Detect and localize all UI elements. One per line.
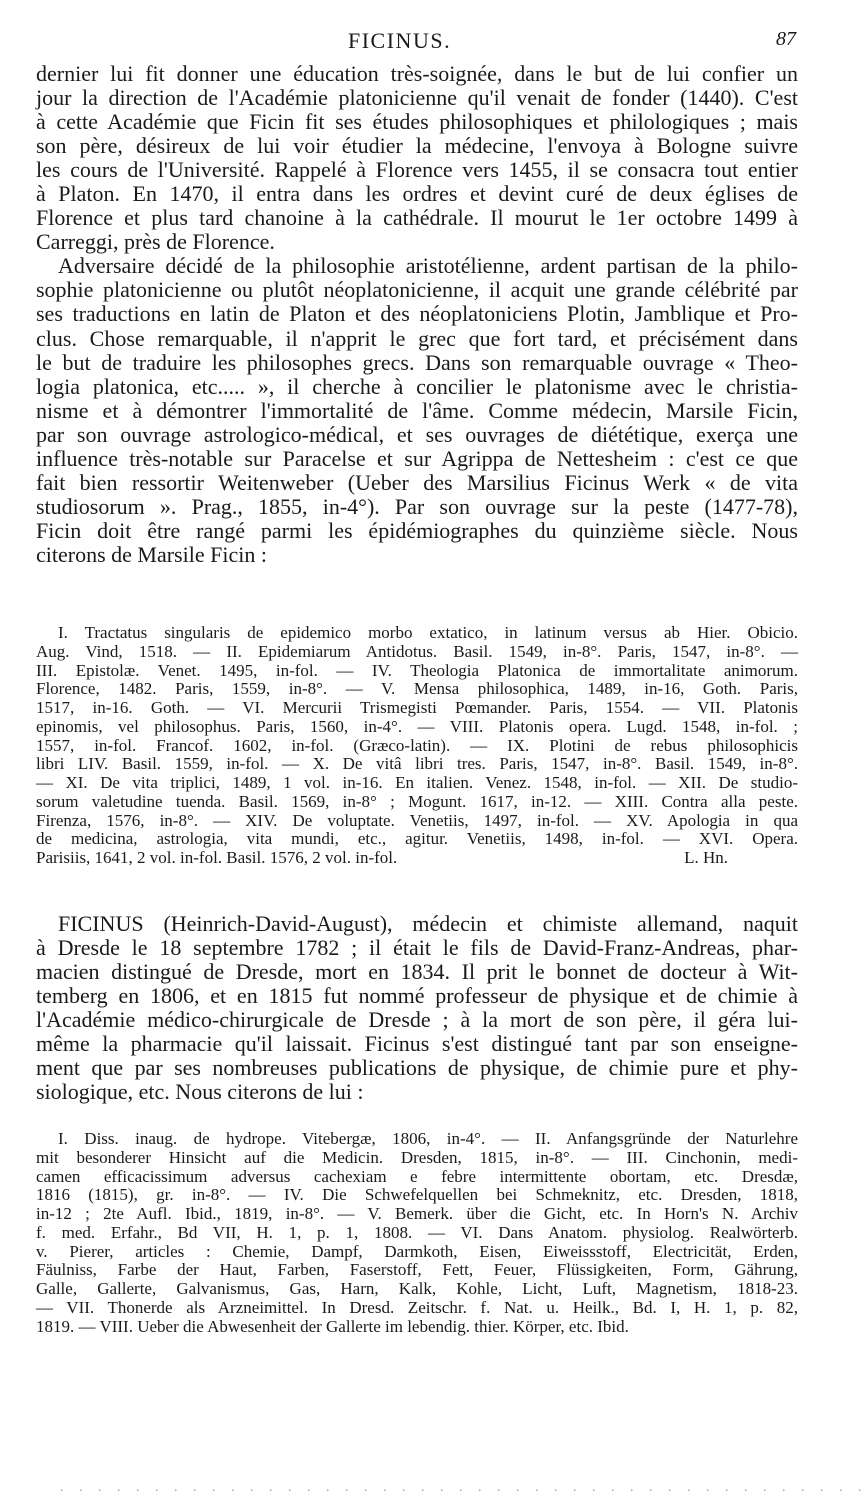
- reference-line: libri LIV. Basil. 1559, in-fol. — X. De vitâ libri tres. Paris, 1547, in-8°. Basil. 1549, in-8°.: [36, 754, 798, 774]
- reference-line: in-12 ; 2te Aufl. Ibid., 1819, in-8°. — V. Bemerk. über die Gicht, etc. In Horn's N. Archiv: [36, 1204, 798, 1223]
- reference-line: mit besonderer Hinsicht auf die Medicin. Dresden, 1815, in-8°. — III. Cinchonin, medi-: [36, 1147, 798, 1167]
- reference-line: I. Tractatus singularis de epidemico morbo extatico, in latinum versus ab Hier. Obicio.: [58, 623, 798, 642]
- reference-line: 1557, in-fol. Francof. 1602, in-fol. (Græco-latin). — IX. Plotini de rebus philosophicis: [36, 735, 798, 755]
- text-line: fait bien ressortir Weitenweber (Ueber des Marsilius Ficinus Werk « de vita: [36, 469, 798, 495]
- section1-paragraphs: [36, 62, 798, 567]
- text-line: par son ouvrage astrologico-médical, et ses ouvrages de diététique, exerça une: [36, 421, 798, 447]
- text-line: citerons de Marsile Ficin :: [36, 541, 267, 567]
- running-title: FICINUS.: [348, 28, 452, 53]
- reference-line: 1517, in-16. Goth. — VI. Mercurii Trismegisti Pœmander. Paris, 1554. — VII. Platonis: [36, 698, 798, 717]
- text-line: jour la direction de l'Académie platonicienne qu'il venait de fonder (1440). C'est: [36, 85, 798, 111]
- text-line: sophie platonicienne ou plutôt néoplatonicienne, il acquit une grande célébrité par: [36, 277, 798, 303]
- text-line: ses traductions en latin de Platon et des néoplatoniciens Plotin, Jamblique et Pro-: [36, 301, 798, 327]
- text-line: studiosorum ». Prag., 1855, in-4°). Par son ouvrage sur la peste (1477-78),: [36, 493, 798, 519]
- text-line: Ficin doit être rangé parmi les épidémiographes du quinzième siècle. Nous: [36, 517, 798, 543]
- text-line: logia platonica, etc..... », il cherche à concilier le platonisme avec le christia-: [36, 373, 798, 399]
- reference-line: Florence, 1482. Paris, 1559, in-8°. — V. Mensa philosophica, 1489, in-16, Goth. Paris,: [36, 679, 798, 699]
- text-line: à Platon. En 1470, il entra dans les ordres et devint curé de deux églises de: [36, 181, 798, 207]
- text-line: même la pharmacie qu'il laissait. Ficinus s'est distingué tant par son enseigne-: [36, 1031, 798, 1057]
- reference-line: Firenza, 1576, in-8°. — XIV. De voluptate. Venetiis, 1497, in-fol. — XV. Apologia in qua: [36, 810, 798, 830]
- reference-line: Fäulniss, Farbe der Haut, Farben, Faserstoff, Fett, Feuer, Flüssigkeiten, Form, Gährung,: [36, 1260, 798, 1280]
- reference-line: Galle, Gallerte, Galvanismus, Gas, Harn, Kalk, Kohle, Licht, Luft, Magnetism, 1818-23.: [36, 1279, 798, 1298]
- reference-line: de medicina, astrologia, vita mundi, etc., agitur. Venetiis, 1498, in-fol. — XVI. Opera.: [36, 829, 798, 849]
- text-line: Carreggi, près de Florence.: [36, 229, 275, 255]
- reference-line: Aug. Vind, 1518. — II. Epidemiarum Antidotus. Basil. 1549, in-8°. Paris, 1547, in-8°. —: [36, 641, 798, 661]
- reference-line: v. Pierer, articles : Chemie, Dampf, Darmkoth, Eisen, Eiweissstoff, Electricität, Erden,: [36, 1241, 798, 1261]
- reference-line: — XI. De vita triplici, 1489, 1 vol. in-16. En italien. Venez. 1548, in-fol. — XII. De studio-: [36, 773, 798, 792]
- page-number: 87: [776, 28, 796, 50]
- text-line: à Dresde le 18 septembre 1782 ; il était le fils de David-Franz-Andreas, phar-: [36, 935, 798, 961]
- text-line: son père, désireux de lui voir étudier la médecine, l'envoya à Bologne suivre: [36, 133, 798, 159]
- text-line: le but de traduire les philosophes grecs. Dans son remarquable ouvrage « Theo-: [36, 349, 798, 375]
- text-line: l'Académie médico-chirurgicale de Dresde ; à la mort de son père, il géra lui-: [36, 1007, 798, 1033]
- text-line: macien distingué de Dresde, mort en 1834. Il prit le bonnet de docteur à Wit-: [36, 959, 798, 985]
- text-line: les cours de l'Université. Rappelé à Florence vers 1455, il se consacra tout entier: [36, 157, 798, 183]
- text-line: Florence et plus tard chanoine à la cathédrale. Il mourut le 1er octobre 1499 à: [36, 205, 798, 231]
- reference-line: 1816 (1815), gr. in-8°. — IV. Die Schwefelquellen bei Schmeknitz, etc. Dresden, 1818,: [36, 1185, 798, 1205]
- text-line: dernier lui fit donner une éducation très-soignée, dans le but de lui confier un: [36, 61, 798, 86]
- text-line: ment que par ses nombreuses publications de physique, de chimie pure et phy-: [36, 1055, 798, 1081]
- section2-paragraphs: [36, 912, 798, 1104]
- text-line: nisme et à démontrer l'immortalité de l'âme. Comme médecin, Marsile Ficin,: [36, 397, 798, 423]
- author-signature: L. Hn.: [684, 848, 728, 867]
- reference-line: sorum valetudine tuenda. Basil. 1569, in-8° ; Mogunt. 1617, in-12. — XIII. Contra alla peste.: [36, 791, 798, 811]
- text-line: clus. Chose remarquable, il n'apprit le grec que fort tard, et précisément dans: [36, 325, 798, 351]
- text-line: à cette Académie que Ficin fit ses études philosophiques et philologiques ; mais: [36, 109, 798, 135]
- reference-line: 1819. — VIII. Ueber die Abwesenheit der Gallerte im lebendig. thier. Körper, etc. Ibid.: [36, 1316, 629, 1336]
- reference-line: — VII. Thonerde als Arzneimittel. In Dresd. Zeitschr. f. Nat. u. Heilk., Bd. I, H. 1, p. 82,: [36, 1297, 798, 1317]
- reference-line: camen efficacissimum adversus cachexiam e febre intermittente obortam, etc. Dresdæ,: [36, 1166, 798, 1186]
- text-line: influence très-notable sur Paracelse et sur Agrippa de Nettesheim : c'est ce que: [36, 445, 798, 471]
- author-signature-row: [36, 849, 798, 868]
- text-line: siologique, etc. Nous citerons de lui :: [36, 1079, 364, 1105]
- reference-line: Parisiis, 1641, 2 vol. in-fol. Basil. 1576, 2 vol. in-fol.: [36, 848, 398, 867]
- reference-line: f. med. Erfahr., Bd VII, H. 1, p. 1, 1808. — VI. Dans Anatom. physiolog. Realwörterb.: [36, 1222, 798, 1242]
- text-line: FICINUS (Heinrich-David-August), médecin et chimiste allemand, naquit: [58, 911, 798, 936]
- reference-line: epinomis, vel philosophus. Paris, 1560, in-4°. — VIII. Platonis opera. Lugd. 1548, in-fol. ;: [36, 716, 798, 736]
- section2-references: [36, 1130, 798, 1336]
- text-line: temberg en 1806, et en 1815 fut nommé professeur de physique et de chimie à: [36, 983, 798, 1009]
- section1-references: [36, 624, 798, 868]
- footer-dots: . . . . . . . . . . . . . . . . . . . . . . . . . . . . . . . . . . . . . . . . . . .: [60, 1480, 868, 1495]
- text-line: Adversaire décidé de la philosophie aristotélienne, ardent partisan de la philo-: [58, 253, 798, 279]
- reference-line: I. Diss. inaug. de hydrope. Vitebergæ, 1806, in-4°. — II. Anfangsgründe der Naturlehre: [58, 1129, 798, 1148]
- page-header: [40, 28, 800, 58]
- reference-line: III. Epistolæ. Venet. 1495, in-fol. — IV. Theologia Platonica de immortalitate animorum.: [36, 660, 798, 680]
